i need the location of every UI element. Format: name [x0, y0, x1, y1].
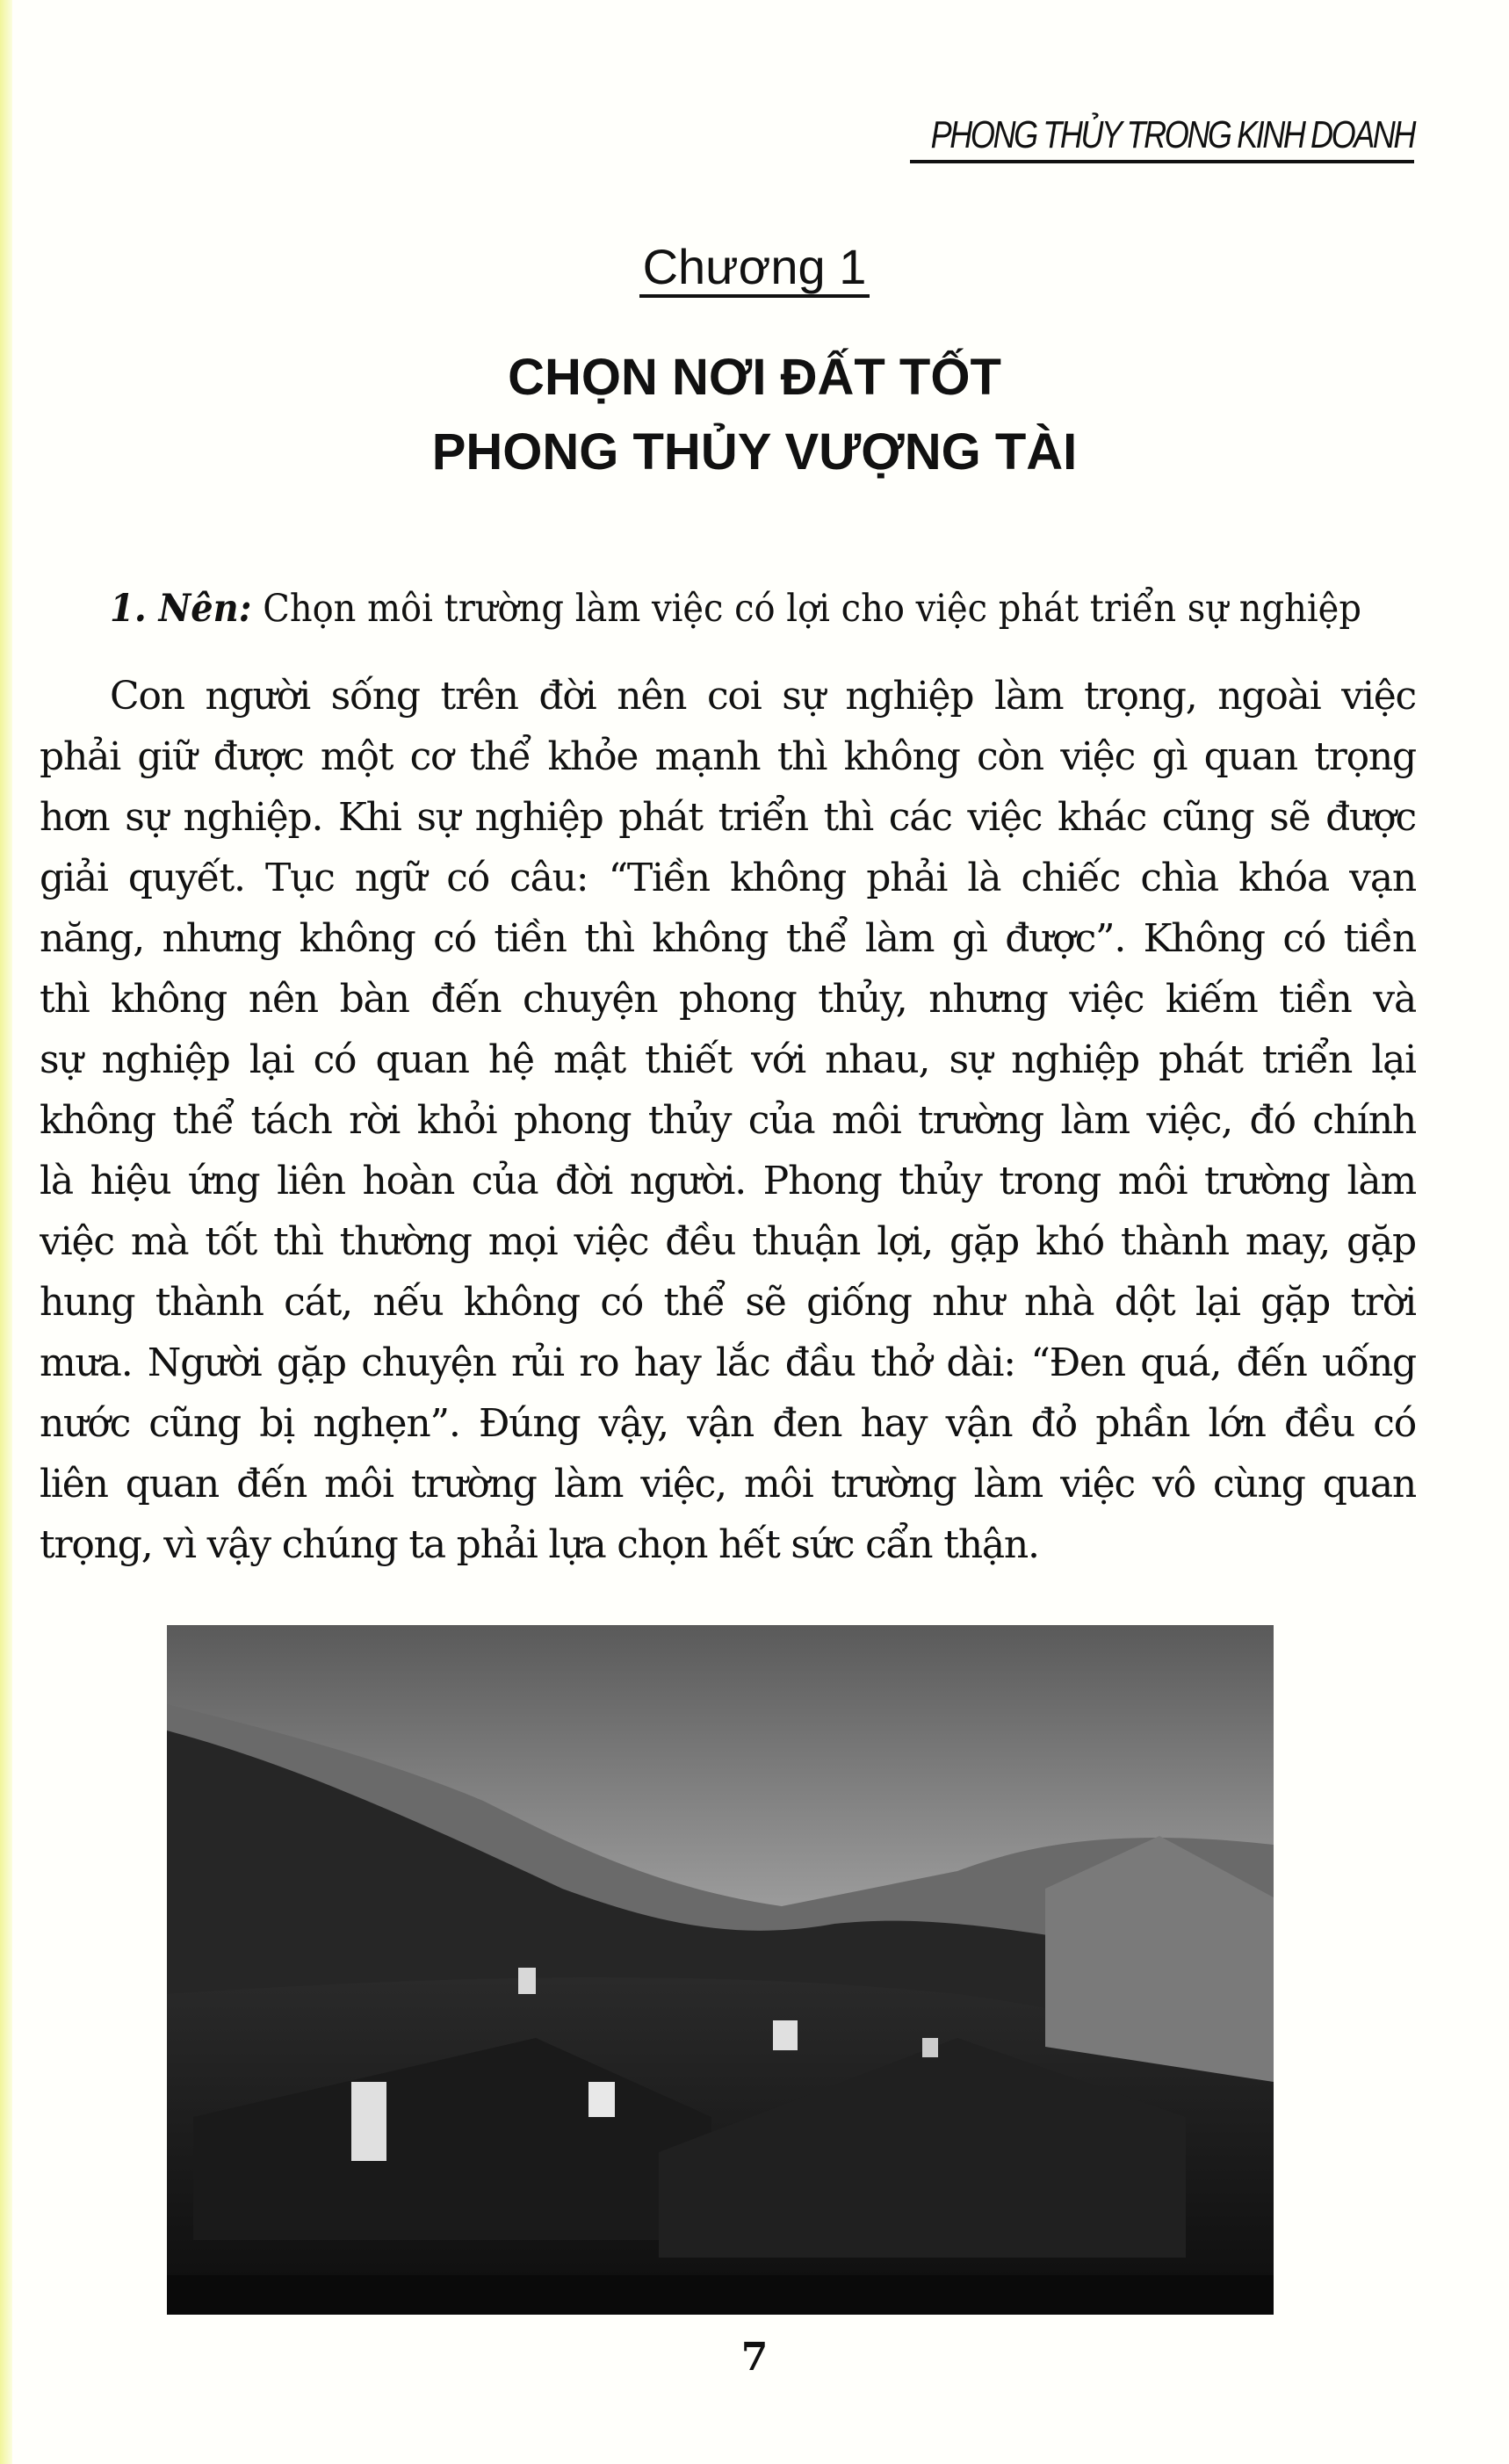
body-line: nước cũng bị nghẹn”. Đúng vậy, vận đen hay vận đỏ phần lớn đều có — [40, 1401, 1416, 1446]
body-paragraph — [40, 666, 1416, 1575]
section-text: Chọn môi trường làm việc có lợi cho việc phát triển sự nghiệp — [263, 587, 1361, 631]
body-line: phải giữ được một cơ thể khỏe mạnh thì không còn việc gì quan trọng — [40, 734, 1416, 779]
body-line: là hiệu ứng liên hoàn của đời người. Phong thủy trong môi trường làm — [40, 1159, 1416, 1203]
chapter-label — [0, 239, 1509, 295]
body-line: trọng, vì vậy chúng ta phải lựa chọn hết sức cẩn thận. — [40, 1522, 1039, 1567]
body-line: thì không nên bàn đến chuyện phong thủy, nhưng việc kiếm tiền và — [40, 977, 1416, 1022]
body-line: việc mà tốt thì thường mọi việc đều thuận lợi, gặp khó thành may, gặp — [40, 1219, 1416, 1264]
chapter-title-line-2: PHONG THỦY VƯỢNG TÀI — [431, 423, 1078, 481]
body-line: hơn sự nghiệp. Khi sự nghiệp phát triển thì các việc khác cũng sẽ được — [40, 795, 1416, 840]
chapter-title-line-1: CHỌN NƠI ĐẤT TỐT — [508, 349, 1001, 406]
body-line: Con người sống trên đời nên coi sự nghiệp làm trọng, ngoài việc — [110, 674, 1416, 719]
body-line: giải quyết. Tục ngữ có câu: “Tiền không phải là chiếc chìa khóa vạn — [40, 856, 1416, 900]
village-mountain-photo — [167, 1625, 1274, 2315]
body-line: liên quan đến môi trường làm việc, môi trường làm việc vô cùng quan — [40, 1462, 1416, 1507]
body-line: năng, nhưng không có tiền thì không thể làm gì được”. Không có tiền — [40, 916, 1416, 961]
section-heading — [110, 587, 1361, 631]
body-line: hung thành cát, nếu không có thể sẽ giống như nhà dột lại gặp trời — [40, 1280, 1416, 1325]
page-number: 7 — [740, 2335, 769, 2380]
chapter-label-text: Chương 1 — [639, 239, 870, 298]
body-line: sự nghiệp lại có quan hệ mật thiết với nhau, sự nghiệp phát triển lại — [40, 1037, 1416, 1082]
section-number: 1. Nên: — [110, 587, 252, 631]
body-line: không thể tách rời khỏi phong thủy của môi trường làm việc, đó chính — [40, 1098, 1416, 1143]
running-header: PHONG THỦY TRONG KINH DOANH — [910, 112, 1414, 163]
body-line: mưa. Người gặp chuyện rủi ro hay lắc đầu thở dài: “Đen quá, đến uống — [40, 1340, 1416, 1385]
